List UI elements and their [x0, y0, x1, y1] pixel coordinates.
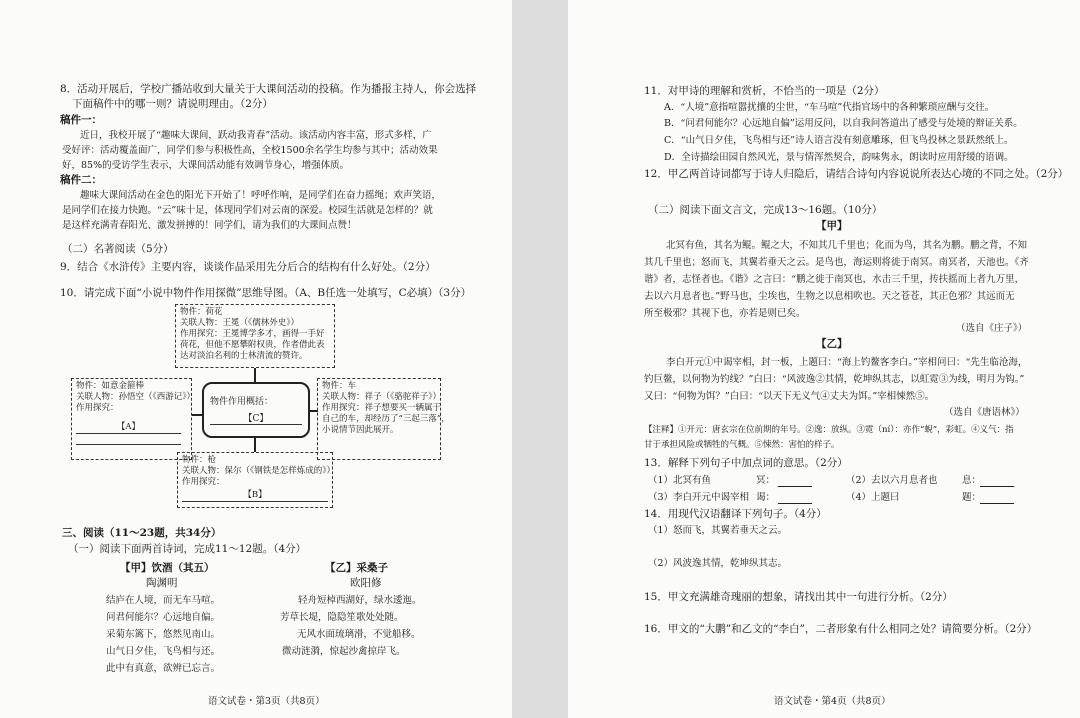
poem-a-line: 此中有真意，欲辨已忘言。 [106, 663, 221, 674]
mindmap-right-box [317, 378, 450, 460]
draft1-line: 好，85%的受访学生表示，大课间活动能有效调节身心，增强体质。 [62, 160, 350, 171]
q13-stem: 13．解释下列句子中加点词的意思。（2分） [644, 457, 848, 469]
section-heading-reading: 三、阅读（11～23题，共34分） [62, 527, 222, 539]
q13-word: 息： [962, 475, 982, 486]
mindmap-right-line: 小说情节因此展开。 [322, 425, 399, 435]
draft1-label: 稿件一： [60, 114, 102, 126]
q13-word: 谒： [756, 492, 776, 503]
text-b-line: 钓巨鳌，以何物为钓线？”白曰：“风波逸②其情，乾坤纵其志，以虹霓③为线，明月为钩。” [644, 374, 1025, 385]
mindmap-top-line: 荷花，但他不愿攀附权贵，作者借此表 [180, 340, 325, 350]
q13-word: 题： [962, 492, 982, 503]
poem-b-line: 无风水面琉璃滑，不觉船移。 [297, 629, 421, 640]
q13-answer-blank[interactable] [980, 474, 1014, 487]
text-a-line: 谐》者，志怪者也。《谐》之言曰：“鹏之徙于南冥也，水击三千里，抟扶摇而上者九万里， [644, 274, 1025, 285]
q11-option: B．“问君何能尔？心远地自偏”运用反问，以自我问答道出了感受与处境的辩证关系。 [664, 118, 1023, 129]
q15: 15．甲文充满雄奇瑰丽的想象，请找出其中一句进行分析。（2分） [644, 591, 953, 603]
text-a-source: （选自《庄子》） [956, 323, 1028, 334]
q10: 10．请完成下面“小说中物件作用探微”思维导图。（A、B任选一处填写，C必填）（3分） [60, 287, 472, 299]
q13-answer-blank[interactable] [980, 491, 1014, 504]
page-footer: 语文试卷・第3页（共8页） [208, 696, 325, 707]
q14-item: （1）怒而飞，其翼若垂天之云。 [648, 525, 788, 536]
mindmap-bottom-line: 作用探究： [182, 477, 225, 487]
draft2-line: 是同学们在接力快跑。“云”味十足，体现同学们对云南的深爱。校园生活就是怎样的？就 [62, 205, 433, 216]
poem-a-line: 结庐在人境，而无车马喧。 [106, 595, 221, 606]
mindmap-left-line: 物件：如意金箍棒 [76, 381, 145, 391]
poem-a-line: 问君何能尔？心远地自偏。 [106, 612, 221, 623]
mindmap-left-box [71, 378, 196, 460]
q11-stem: 11．对甲诗的理解和赏析，不恰当的一项是（2分） [644, 85, 885, 97]
mindmap-right-line: 自己的车，却经历了“三起三落”， [322, 414, 450, 424]
exam-page-3 [0, 0, 512, 718]
answer-blank-b[interactable]: 【B】 [182, 490, 328, 502]
answer-line[interactable] [76, 434, 181, 445]
mindmap-top-line: 达对淡泊名利的士林清流的赞许。 [180, 351, 308, 361]
text-a-line: 去以六月息者也。”野马也，尘埃也，生物之以息相吹也。天之苍苍，其正色邪？其远而无 [644, 291, 1015, 302]
q13-sentence: （3）李白开元中谒宰相 [648, 492, 750, 503]
q12: 12．甲乙两首诗词都写于诗人归隐后，请结合诗句内容说说所表达心境的不同之处。（2分） [644, 168, 1069, 180]
poem-b-title: 【乙】采桑子 [325, 562, 388, 574]
answer-blank-a[interactable]: 【A】 [76, 422, 181, 434]
mindmap-top-line: 作用探究：王冕博学多才，画得一手好 [180, 329, 325, 339]
poem-b-line: 轻舟短棹西湖好，绿水逶迤。 [298, 595, 422, 606]
poem-a-title: 【甲】饮酒（其五） [120, 562, 215, 574]
q11-option: D．全诗描绘田园自然风光，景与情浑然契合，韵味隽永，朗读时应用舒缓的语调。 [664, 152, 1014, 163]
mindmap-top-line: 物件：荷花 [180, 307, 223, 317]
q13-answer-blank[interactable] [778, 474, 812, 487]
answer-blank-c[interactable]: 【C】 [210, 411, 302, 425]
poem-a-line: 采菊东篱下，悠然见南山。 [106, 629, 221, 640]
q11-option: C．“山气日夕佳，飞鸟相与还”诗人语言没有刻意雕琢，但飞鸟投林之景跃然纸上。 [664, 135, 1014, 146]
center-label: 物件作用概括： [210, 397, 274, 407]
text-a-line: 北冥有鱼，其名为鲲。鲲之大，不知其几千里也；化而为鸟，其名为鹏。鹏之背，不知 [666, 240, 1028, 251]
mindmap-left-line: 作用探究： [76, 403, 119, 413]
q8-line1: 8．活动开展后，学校广播站收到大量关于大课间活动的投稿。作为播报主持人，你会选择 [60, 83, 477, 95]
mindmap-center-box [202, 382, 310, 438]
draft2-line: 趣味大课间活动在金色的阳光下开始了！呼呼作响，是同学们在奋力摇绳；欢声笑语， [80, 190, 442, 201]
mindmap-right-line: 作用探究：祥子想要买一辆属于 [322, 403, 442, 413]
arrow-bottom [254, 438, 256, 452]
draft1-line: 近日，我校开展了“趣味大课间，跃动我青春”活动。该活动内容丰富，形式多样，广 [80, 130, 432, 141]
q9: 9．结合《水浒传》主要内容，谈谈作品采用先分后合的结构有什么好处。（2分） [60, 261, 436, 273]
page-gutter [512, 0, 568, 718]
mindmap-bottom-line: 关联人物：保尔（《钢铁是怎样炼成的》） [182, 466, 336, 476]
exam-page-4 [568, 0, 1080, 718]
mindmap-top-box [175, 304, 335, 368]
q8-line2: 下面稿件中的哪一则？请说明理由。（2分） [72, 98, 273, 110]
mindmap-left-line: 关联人物：孙悟空（《西游记》） [76, 392, 196, 402]
q13-sentence: （4）上题曰 [846, 492, 900, 503]
q13-word: 冥： [756, 475, 776, 486]
mindmap-bottom-box [177, 452, 336, 508]
text-b-title: 【乙】 [816, 338, 848, 350]
q13-answer-blank[interactable] [778, 491, 812, 504]
text-b-source: （选自《唐语林》） [944, 407, 1025, 418]
section-sub-poems: （一）阅读下面两首诗词，完成11～12题。（4分） [68, 543, 307, 555]
poem-a-author: 陶渊明 [146, 577, 178, 589]
poem-a-line: 山气日夕佳，飞鸟相与还。 [106, 646, 221, 657]
mindmap-right-line: 关联人物：祥子（《骆驼祥子》） [322, 392, 442, 402]
section-heading-classical: （二）阅读下面文言文，完成13～16题。（10分） [648, 204, 883, 216]
arrow-top [254, 368, 256, 382]
text-a-title: 【甲】 [816, 220, 848, 232]
q16: 16．甲文的“大鹏”和乙文的“李白”，二者形象有什么相同之处？请简要分析。（2分） [644, 623, 1038, 635]
text-b-line: 又曰：“何物为饵？”白曰：“以天下无义气④丈夫为饵。”宰相悚然⑤。 [644, 391, 935, 402]
draft2-label: 稿件二： [60, 174, 102, 186]
poem-b-line: 微动涟漪，惊起沙禽掠岸飞。 [282, 646, 406, 657]
text-b-line: 李白开元①中谒宰相，封一板，上题曰：“海上钓鳌客李白。”宰相问曰：“先生临沧海， [666, 357, 1028, 368]
mindmap-top-line: 关联人物：王冕（《儒林外史》） [180, 318, 300, 328]
q13-sentence: （2）去以六月息者也 [846, 475, 938, 486]
text-a-line: 所至极邪？其视下也，亦若是则已矣。 [644, 308, 806, 319]
page-footer: 语文试卷・第4页（共8页） [774, 696, 891, 707]
text-a-line: 其几千里也；怒而飞，其翼若垂天之云。是鸟也，海运则将徙于南冥。南冥者，天池也。《齐 [644, 257, 1029, 268]
poem-b-author: 欧阳修 [350, 577, 382, 589]
mindmap-bottom-line: 物件：枪 [182, 455, 217, 465]
annotation-line: 甘于承担风险或牺牲的气概。⑤悚然：害怕的样子。 [644, 440, 840, 450]
q14-item: （2）风波逸其情，乾坤纵其志。 [648, 558, 788, 569]
draft1-line: 受好评：活动覆盖面广，同学们参与积极性高，全校1500余名学生均参与其中；活动效果 [62, 145, 438, 156]
section-heading-classics: （二）名著阅读（5分） [62, 243, 174, 255]
q13-sentence: （1）北冥有鱼 [648, 475, 712, 486]
poem-b-line: 芳草长堤，隐隐笙歌处处随。 [280, 612, 404, 623]
q11-option: A．“人境”意指喧嚣扰攘的尘世，“车马喧”代指官场中的各种繁琐应酬与交往。 [664, 102, 995, 113]
draft2-line: 是这样充满青春阳光、激发拼搏的！同学们，请为我们的大课间点赞！ [62, 220, 357, 231]
mindmap-right-line: 物件：车 [322, 381, 357, 391]
annotation-line: 【注释】①开元：唐玄宗在位前期的年号。②逸：放纵。③霓（ní）：亦作“蜺”，彩虹。④义气：指 [644, 425, 1014, 435]
q14-stem: 14．用现代汉语翻译下列句子。（4分） [644, 508, 827, 520]
